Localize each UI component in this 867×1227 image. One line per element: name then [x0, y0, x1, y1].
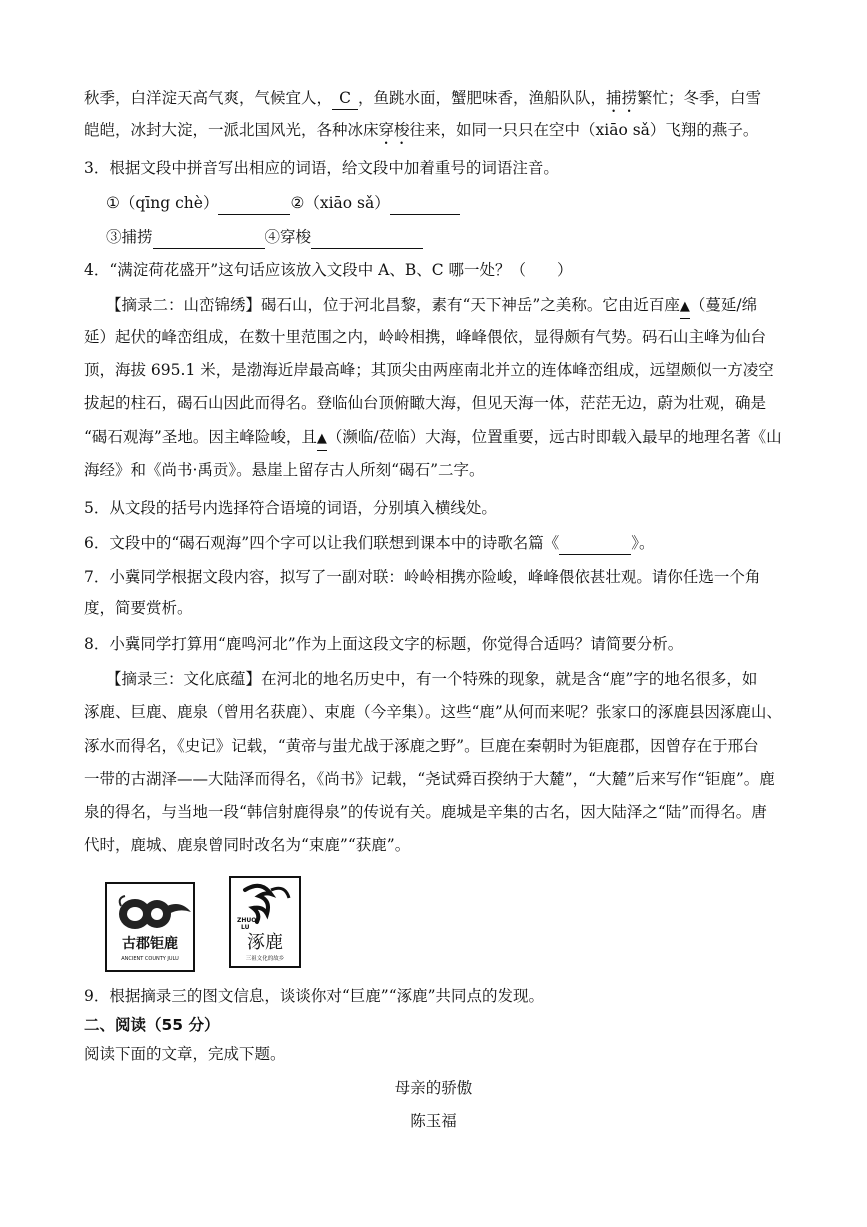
excerpt-3-line-5: 泉的得名，与当地一段“韩信射鹿得泉”的传说有关。鹿城是辛集的古名，因大陆泽之“陆”而得名。唐 — [84, 803, 767, 821]
excerpt-2-line-2: 延）起伏的峰峦组成，在数十里范围之内，岭岭相携，峰峰偎依，显得颇有气势。码石山主峰为仙台 — [84, 328, 767, 346]
fill-marker-2: ▲ — [317, 428, 327, 451]
question-6: 6．文段中的“碣石观海”四个字可以让我们联想到课本中的诗歌名篇《 》。 — [84, 532, 784, 555]
julu-logo — [105, 882, 195, 972]
passage-line-2: 皑皑，冰封大淀，一派北国风光，各种冰床穿梭往来，如同一只只在空中（xiāo sǎ）飞翔的燕子。 — [84, 121, 759, 139]
zhuolu-logo-top1: ZHUO — [237, 917, 257, 924]
zhuolu-logo-subtext: 三祖文化的故乡 — [245, 956, 285, 962]
question-5: 5．从文段的括号内选择符合语境的词语，分别填入横线处。 — [84, 499, 497, 517]
question-7-line-1: 7．小冀同学根据文段内容，拟写了一副对联：岭岭相携亦险峻，峰峰偎依甚壮观。请你任选一个角 — [84, 568, 761, 586]
question-4: 4．“满淀荷花盛开”这句话应该放入文段中 A、B、C 哪一处？（ ） — [84, 261, 573, 279]
question-9: 9．根据摘录三的图文信息，谈谈你对“巨鹿”“涿鹿”共同点的发现。 — [84, 987, 545, 1005]
excerpt-2-line-1: 【摘录二：山峦锦绣】碣石山，位于河北昌黎，素有“天下神岳”之美称。它由近百座▲（蔓延/绵 — [106, 294, 806, 319]
excerpt-3-line-4: 一带的古湖泽——大陆泽而得名，《尚书》记载，“尧试舜百揆纳于大麓”，“大麓”后来写作“钜鹿”。鹿 — [84, 770, 775, 788]
q3-row-2: ③捕捞 ④穿梭 — [106, 226, 806, 249]
zhuolu-logo-text: 涿鹿 — [247, 932, 283, 953]
excerpt-2-line-6: 海经》和《尚书·禹贡》。悬崖上留存古人所刻“碣石”二字。 — [84, 461, 485, 479]
article-author: 陈玉福 — [410, 1112, 457, 1130]
excerpt-2-line-5: “碣石观海”圣地。因主峰险峻，且▲（濒临/莅临）大海，位置重要，远古时即载入最早的地理名著《山 — [84, 426, 784, 451]
excerpt-2-line-3: 顶，海拔 695.1 米，是渤海近岸最高峰；其顶尖由两座南北并立的连体峰峦组成，远望颇似一方凌空 — [84, 361, 774, 379]
question-8: 8．小冀同学打算用“鹿鸣河北”作为上面这段文字的标题，你觉得合适吗？请简要分析。 — [84, 635, 684, 653]
zhuolu-logo — [229, 876, 301, 968]
julu-logo-text: 古郡钜鹿 — [122, 936, 178, 952]
excerpt-3-line-6: 代时，鹿城、鹿泉曾同时改名为“束鹿”“获鹿”。 — [84, 836, 411, 854]
excerpt-3-line-1: 【摘录三：文化底蕴】在河北的地名历史中，有一个特殊的现象，就是含“鹿”字的地名很多，如 — [106, 670, 758, 688]
excerpt-2-line-4: 拔起的柱石，碣石山因此而得名。登临仙台顶俯瞰大海，但见天海一体，茫茫无边，蔚为壮观，确是 — [84, 394, 767, 412]
article-title: 母亲的骄傲 — [394, 1079, 473, 1097]
q3-row-1: ①（qīng chè） ②（xiāo sǎ） — [106, 192, 806, 215]
answer-blank-1[interactable] — [218, 192, 290, 215]
poem-title-blank[interactable] — [559, 532, 631, 555]
zhuolu-emblem-icon — [231, 878, 299, 966]
zhuolu-logo-top2: LU — [241, 924, 250, 931]
answer-blank-2[interactable] — [390, 192, 460, 215]
answer-blank-3[interactable] — [153, 226, 265, 249]
question-3: 3．根据文段中拼音写出相应的词语，给文段中加着重号的词语注音。 — [84, 159, 559, 177]
fill-marker-1: ▲ — [680, 296, 690, 319]
emphasized-word-chuansuo: 穿梭 — [378, 121, 410, 139]
emphasized-word-buolao: 捕捞 — [606, 89, 638, 107]
section-2-heading: 二、阅读（55 分） — [84, 1016, 220, 1034]
julu-logo-subtext: ANCIENT COUNTY JULU — [121, 956, 179, 962]
blank-c: C — [332, 87, 358, 110]
julu-emblem-icon — [107, 884, 193, 970]
passage-line-1: 秋季，白洋淀天高气爽，气候宜人， C ，鱼跳水面，蟹肥味香，渔船队队，捕捞繁忙；冬季，白雪 — [84, 87, 784, 116]
answer-blank-4[interactable] — [311, 226, 423, 249]
excerpt-3-line-3: 涿水而得名，《史记》记载，“黄帝与蚩尤战于涿鹿之野”。巨鹿在秦朝时为钜鹿郡，因曾存在于邢台 — [84, 737, 759, 755]
reading-instruction: 阅读下面的文章，完成下题。 — [84, 1045, 286, 1063]
excerpt-3-line-2: 涿鹿、巨鹿、鹿泉（曾用名获鹿）、束鹿（今辛集）。这些“鹿”从何而来呢？张家口的涿鹿县因涿鹿山、 — [84, 703, 782, 721]
question-7-line-2: 度，简要赏析。 — [84, 599, 193, 617]
